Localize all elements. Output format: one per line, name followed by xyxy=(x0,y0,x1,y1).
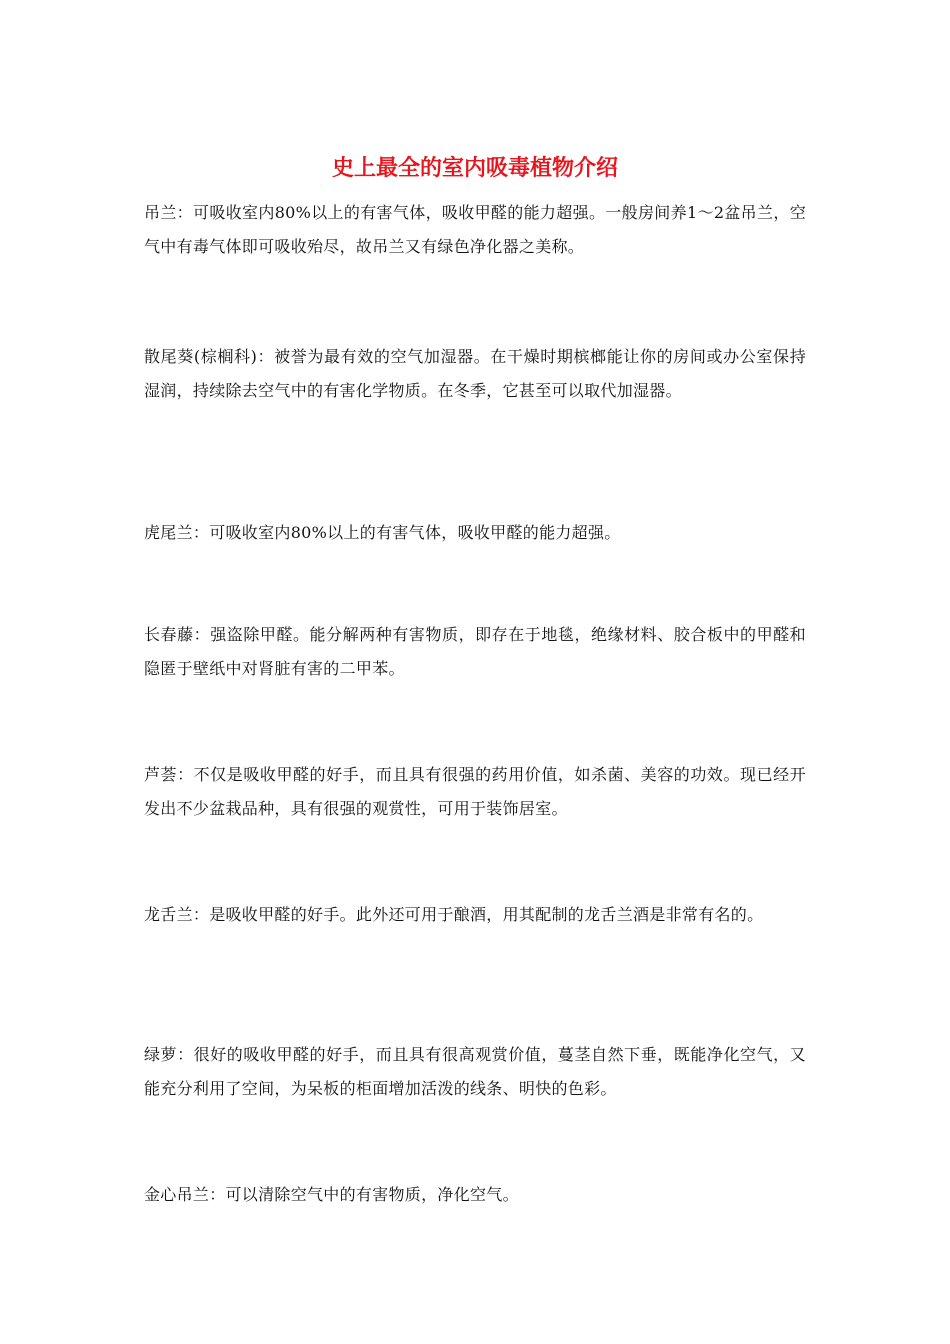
paragraph-jinxin-diaolan: 金心吊兰：可以清除空气中的有害物质，净化空气。 xyxy=(144,1185,519,1204)
paragraph-luhui: 芦荟：不仅是吸收甲醛的好手，而且具有很强的药用价值，如杀菌、美容的功效。现已经开发出不少盆栽品种，具有很强的观赏性，可用于装饰居室。 xyxy=(144,765,806,818)
paragraph-changchunteng: 长春藤：强盗除甲醛。能分解两种有害物质，即存在于地毯，绝缘材料、胶合板中的甲醛和隐匿于壁纸中对肾脏有害的二甲苯。 xyxy=(144,625,806,678)
document-title: 史上最全的室内吸毒植物介绍 xyxy=(331,156,618,181)
paragraph-huweilan: 虎尾兰：可吸收室内80%以上的有害气体，吸收甲醛的能力超强。 xyxy=(144,523,621,542)
paragraph-sanweikui: 散尾葵(棕榈科)：被誉为最有效的空气加湿器。在干燥时期槟榔能让你的房间或办公室保持湿润，持续除去空气中的有害化学物质。在冬季，它甚至可以取代加湿器。 xyxy=(144,347,806,400)
paragraph-diaolan: 吊兰：可吸收室内80%以上的有害气体，吸收甲醛的能力超强。一般房间养1～2盆吊兰，空气中有毒气体即可吸收殆尽，故吊兰又有绿色净化器之美称。 xyxy=(144,203,806,256)
paragraph-lvluo: 绿萝：很好的吸收甲醛的好手，而且具有很高观赏价值，蔓茎自然下垂，既能净化空气，又能充分利用了空间，为呆板的柜面增加活泼的线条、明快的色彩。 xyxy=(144,1045,806,1098)
paragraph-longshelan: 龙舌兰：是吸收甲醛的好手。此外还可用于酿酒，用其配制的龙舌兰酒是非常有名的。 xyxy=(144,905,764,924)
